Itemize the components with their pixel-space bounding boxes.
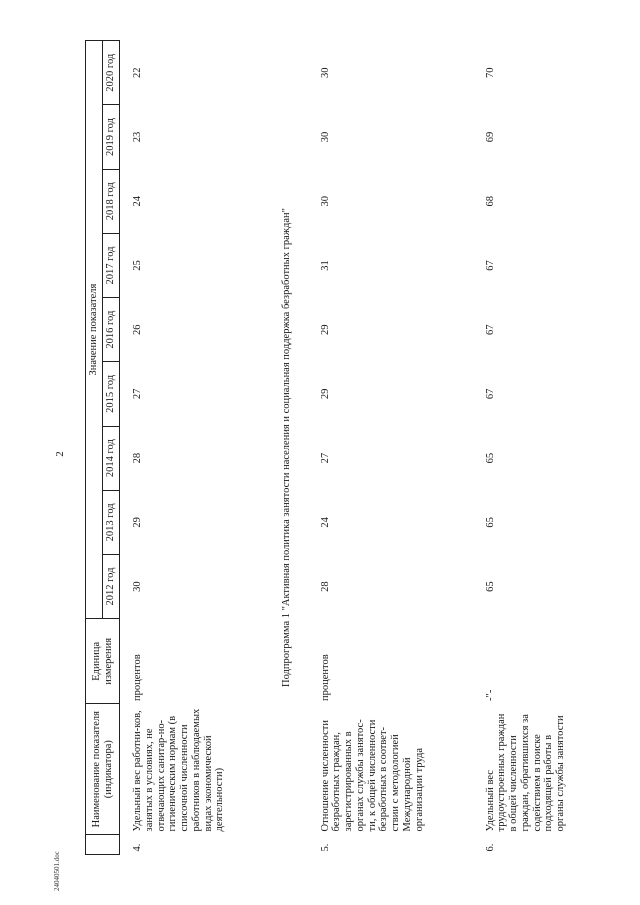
value-2014: 28 [132,452,143,464]
value-2016: 26 [132,324,143,335]
rotated-sheet [85,53,640,855]
header-name-cell: Наименование показателя (индикатора) [86,704,120,834]
header-year-2018: 2018 год [103,169,120,233]
header-year-2019: 2019 год [103,105,120,169]
header-num-cell [86,834,120,854]
header-year-2015: 2015 год [103,362,120,426]
value-2014: 65 [484,452,496,464]
page-number: 2 [54,451,66,457]
indicator-name: Удельный вес работни-ков, занятых в условиях, не отвечающих санитар-но-гигиеническим нормам (в списочной численности работников в наблюдаемых видах экономической деятельности) [132,708,226,832]
value-2013: 65 [484,517,496,528]
value-2017: 31 [319,260,331,271]
value-2016: 67 [484,324,496,335]
indicator-name: Отношение численности безработных граждан, зарегистрированных в органах службы занятос-ти, к общей численности безработных в соответ-ствии с методологией Международной организации труда [319,719,425,832]
header-year-2012: 2012 год [103,554,120,618]
value-2012: 65 [484,581,496,592]
indicator-name: Удельный вес трудоустроенных граждан в общей численности граждан, обратившихся за содействием в поиске подходящей работы в органы службы занятости [484,713,567,832]
value-2017: 25 [132,260,143,271]
value-2019: 30 [319,131,331,143]
value-2018: 30 [319,196,331,207]
header-values-group: Значение показателя [86,41,103,619]
value-2015: 29 [319,388,331,400]
value-2020: 70 [484,67,496,78]
value-2012: 28 [319,581,331,592]
row-number: 6. [484,843,496,852]
footer-filename: 24040501.doc [53,851,61,891]
header-year-2017: 2017 год [103,233,120,297]
value-2012: 30 [132,581,143,592]
row-number: 4. [132,843,143,852]
table-header [86,41,120,855]
value-2016: 29 [319,324,331,335]
header-year-2013: 2013 год [103,490,120,554]
table-row [473,41,605,855]
indicator-unit: -"- [484,689,496,701]
indicator-unit: процентов [132,654,143,701]
header-year-2014: 2014 год [103,426,120,490]
subprogram-row [269,41,308,855]
value-2019: 69 [484,131,496,143]
value-2013: 24 [319,517,331,528]
value-2018: 68 [484,196,496,207]
value-2015: 67 [484,388,496,400]
header-year-2016: 2016 год [103,298,120,362]
table-row [120,41,269,855]
value-2013: 29 [132,517,143,528]
indicators-table [85,40,605,855]
value-2020: 30 [319,67,331,78]
value-2014: 27 [319,452,331,464]
value-2020: 22 [132,67,143,78]
subprogram-title: Подпрограмма 1 "Активная политика занятости населения и социальная поддержка безработных граждан" [280,208,292,687]
indicator-unit: процентов [319,654,331,701]
header-unit-cell: Единица измерения [86,619,120,704]
row-number: 5. [319,843,331,852]
value-2018: 24 [132,196,143,207]
value-2015: 27 [132,388,143,400]
table-body [120,41,606,855]
value-2019: 23 [132,131,143,143]
value-2017: 67 [484,260,496,271]
header-year-2020: 2020 год [103,41,120,105]
table-row [308,41,473,855]
